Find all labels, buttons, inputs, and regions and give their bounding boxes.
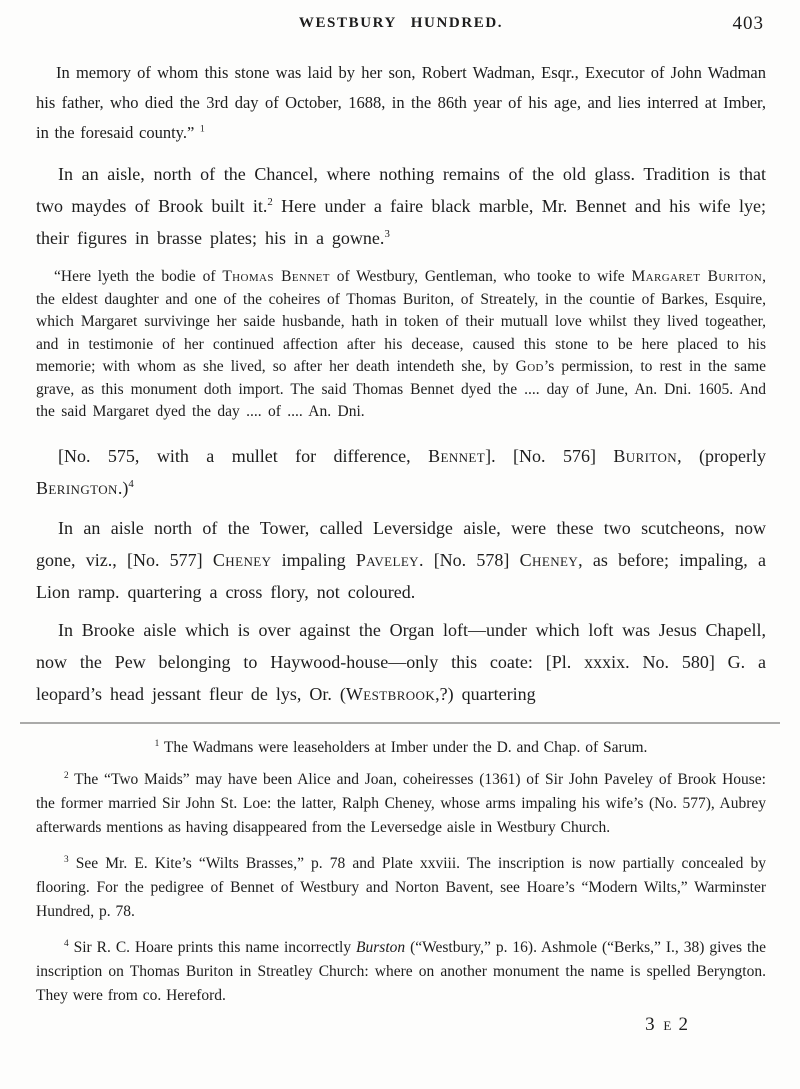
footnote-2: $^2$ The “Two Maids” may have been Alice and Joan, coheiresses (1361) of Sir John Paveley of Brook House: the former married Sir John St. Loe: the latter, Ralph Cheney, whose arms impaling his wife’s (No. 577), Aubrey afterwards mentions as having disappeared from the Leversedge aisle in Westbury Church.	[36, 770, 766, 836]
paragraph-bennet-epitaph: “Here lyeth the bodie of Thomas Bennet of Westbury, Gentleman, who tooke to wife Margaret Buriton, the eldest daughter and one of the coheires of Thomas Buriton, of Streately, in the countie of Barkes, Esquire, which Margaret survivinge her saide husbande, hath in token of their mutuall love whilst they lived togeather, and in testimonie of her continued affection after his decease, caused this stone to be here placed to his memorie; with whom as she lived, so after her death intendeth she, by God’s permission, to rest in the same grave, as this monument doth import. The said Thomas Bennet dyed the .... day of June, An. Dni. 1605. And the said Margaret dyed the day .... of .... An. Dni.	[36, 268, 767, 420]
running-title: WESTBURY HUNDRED.	[298, 15, 504, 31]
page-header	[36, 14, 766, 38]
paragraph-wadman-inscription: In memory of whom this stone was laid by her son, Robert Wadman, Esqr., Executor of John Wadman his father, who died the 3rd day of October, 1688, in the 86th year of his age, and lies interred at Imber, in the foresaid county.” $^1$	[36, 63, 766, 142]
paragraph-brooke-aisle: In Brooke aisle which is over against the Organ loft—under which loft was Jesus Chapell, now the Pew belonging to Haywood-house—only this coate: [Pl. xxxix. No. 580] G. a leopard’s head jessant fleur de lys, Or. (Westbrook,?) quartering	[36, 619, 766, 704]
footnote-1: $^1$ The Wadmans were leaseholders at Imber under the D. and Chap. of Sarum.	[154, 738, 648, 756]
footnote-4: $^4$ Sir R. C. Hoare prints this name incorrectly Burston (“Westbury,” p. 16). Ashmole (“Berks,” I., 38) gives the inscription on Thomas Buriton in Streatley Church: where on another monument the name is spelled Beryngton. They were from co. Hereford.	[36, 938, 766, 1004]
footnote-divider-rule	[20, 722, 780, 724]
paragraph-shields-575-576: [No. 575, with a mullet for difference, Bennet]. [No. 576] Buriton, (properly Berington.)$^4$	[36, 445, 766, 498]
press-signature-mark: 3 e 2	[645, 1013, 690, 1035]
footnote-3: $^3$ See Mr. E. Kite’s “Wilts Brasses,” p. 78 and Plate xxviii. The inscription is now partially concealed by flooring. For the pedigree of Bennet of Westbury and Norton Bavent, see Hoare’s “Modern Wilts,” Warminster Hundred, p. 78.	[36, 854, 766, 920]
paragraph-aisle-north-of-chancel: In an aisle, north of the Chancel, where nothing remains of the old glass. Tradition is that two maydes of Brook built it.$^2$ Here under a faire black marble, Mr. Bennet and his wife lye; their figures in brasse plates; his in a gowne.$^3$	[36, 164, 767, 248]
paragraph-leversidge-aisle: In an aisle north of the Tower, called Leversidge aisle, were these two scutcheons, now gone, viz., [No. 577] Cheney impaling Paveley. [No. 578] Cheney, as before; impaling, a Lion ramp. quartering a cross flory, not coloured.	[36, 517, 766, 602]
page-number: 403	[732, 13, 764, 34]
